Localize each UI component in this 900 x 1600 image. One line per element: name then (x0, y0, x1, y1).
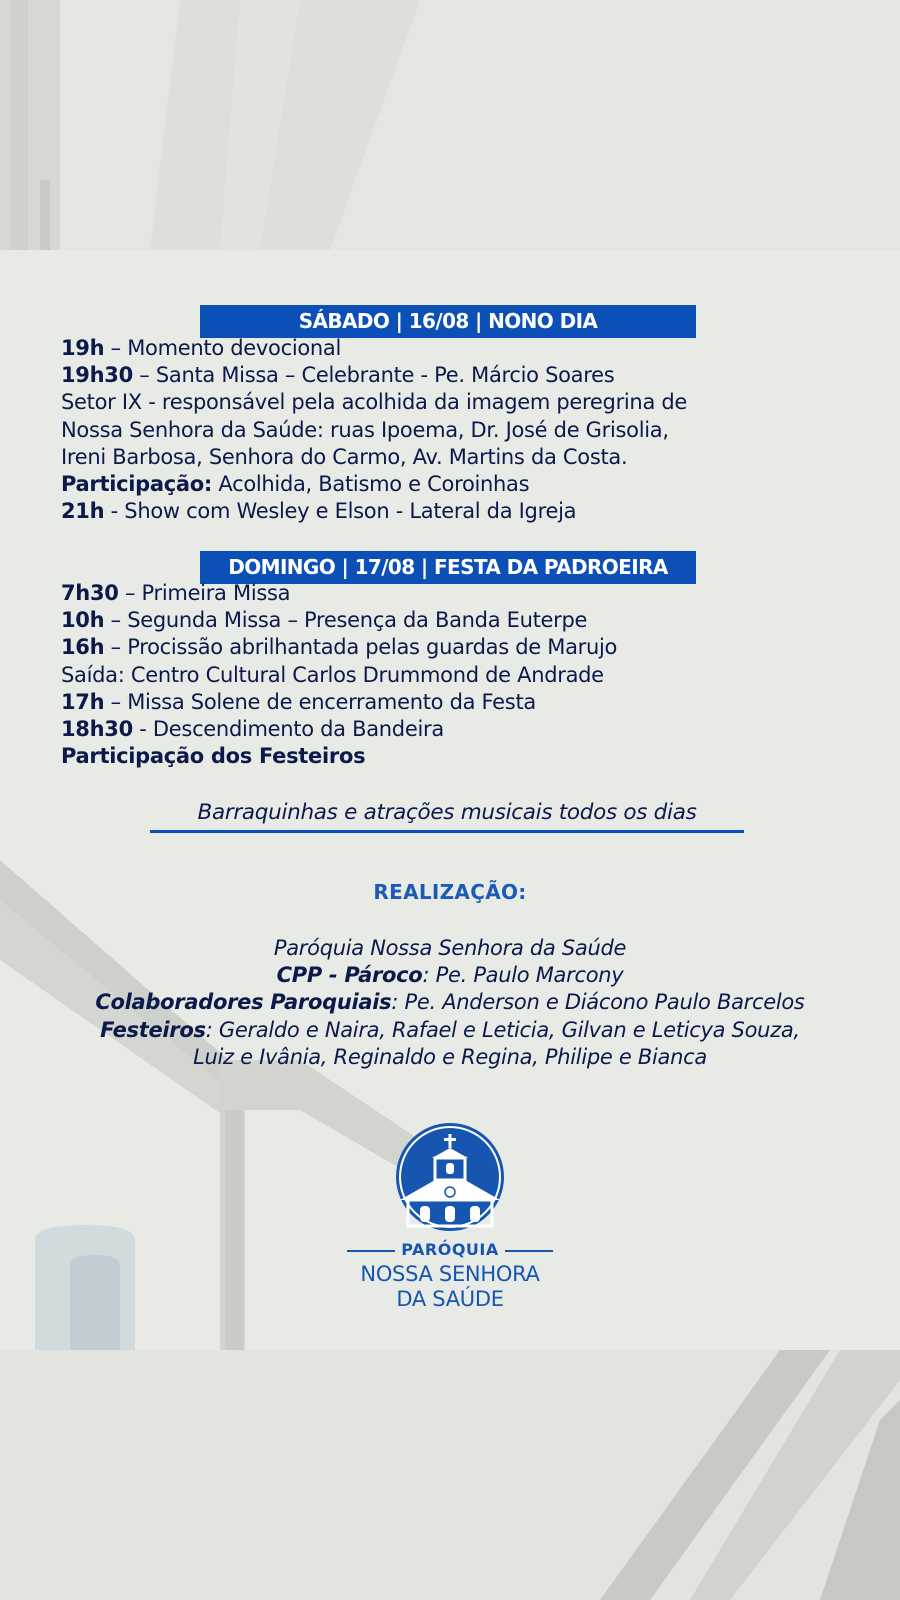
schedule-time: 19h (61, 336, 105, 360)
setor-line: Nossa Senhora da Saúde: ruas Ipoema, Dr. José de Grisolia, (61, 417, 669, 442)
schedule-item (61, 689, 861, 716)
cpp-line (40, 962, 860, 989)
schedule-text: - Show com Wesley e Elson - Lateral da Igreja (104, 499, 577, 524)
saturday-banner: SÁBADO | 16/08 | NONO DIA (200, 305, 696, 338)
setor-line: Setor IX - responsável pela acolhida da imagem peregrina de (61, 390, 688, 415)
schedule-text: - Descendimento da Bandeira (132, 717, 444, 742)
colab-value: : Pe. Anderson e Diácono Paulo Barcelos (391, 990, 805, 1015)
schedule-item (61, 335, 861, 362)
parish-name: Paróquia Nossa Senhora da Saúde (273, 936, 627, 960)
colab-line (40, 989, 860, 1016)
saturday-schedule (61, 335, 861, 525)
setor-line: Ireni Barbosa, Senhora do Carmo, Av. Martins da Costa. (61, 444, 628, 469)
schedule-item (61, 362, 861, 389)
schedule-text: – Procissão abrilhantada pelas guardas de Marujo (104, 635, 618, 660)
logo-name-line2: DA SAÚDE (396, 1287, 504, 1311)
festeiros-value: : Geraldo e Naira, Rafael e Leticia, Gilvan e Leticya Souza, (205, 1017, 800, 1042)
sunday-schedule (61, 580, 861, 770)
credits (40, 935, 860, 1071)
schedule-time: 19h30 (61, 363, 133, 388)
schedule-time: 16h (61, 635, 105, 660)
logo-top-word (340, 1240, 560, 1259)
logo-name-line1: NOSSA SENHORA (360, 1262, 540, 1286)
schedule-text: – Segunda Missa – Presença da Banda Euterpe (104, 608, 588, 633)
schedule-item (61, 580, 861, 607)
schedule-text: – Primeira Missa (118, 581, 291, 605)
cpp-value: : Pe. Paulo Marcony (422, 963, 624, 988)
schedule-time: 17h (61, 689, 105, 714)
departure-line: Saída: Centro Cultural Carlos Drummond de Andrade (61, 662, 604, 687)
schedule-item (61, 607, 861, 634)
festeiros-participation: Participação dos Festeiros (61, 744, 366, 769)
colab-label: Colaboradores Paroquiais (95, 990, 392, 1015)
schedule-item (61, 716, 861, 743)
participation-text: Acolhida, Batismo e Coroinhas (212, 472, 530, 497)
schedule-time: 21h (61, 499, 105, 524)
schedule-text: – Missa Solene de encerramento da Festa (104, 689, 536, 714)
tagline: Barraquinhas e atrações musicais todos os dias (150, 798, 744, 833)
festeiros-label: Festeiros (100, 1017, 206, 1042)
schedule-time: 18h30 (61, 717, 133, 742)
logo-paroquia: PARÓQUIA (401, 1240, 499, 1259)
schedule-item (61, 634, 861, 661)
schedule-text: – Santa Missa – Celebrante - Pe. Márcio Soares (132, 363, 615, 388)
participation-line (61, 471, 861, 498)
cpp-label: CPP - Pároco (276, 963, 423, 988)
schedule-time: 7h30 (61, 581, 119, 605)
schedule-time: 10h (61, 608, 105, 633)
sunday-banner: DOMINGO | 17/08 | FESTA DA PADROEIRA (200, 551, 696, 584)
realizacao-title: REALIZAÇÃO: (373, 880, 527, 904)
logo-name (320, 1262, 580, 1312)
participation-label: Participação: (61, 472, 212, 497)
festeiros-line-2: Luiz e Ivânia, Reginaldo e Regina, Philipe e Bianca (193, 1044, 707, 1069)
schedule-item (61, 498, 861, 525)
schedule-text: – Momento devocional (104, 336, 342, 360)
festeiros-line (40, 1017, 860, 1044)
